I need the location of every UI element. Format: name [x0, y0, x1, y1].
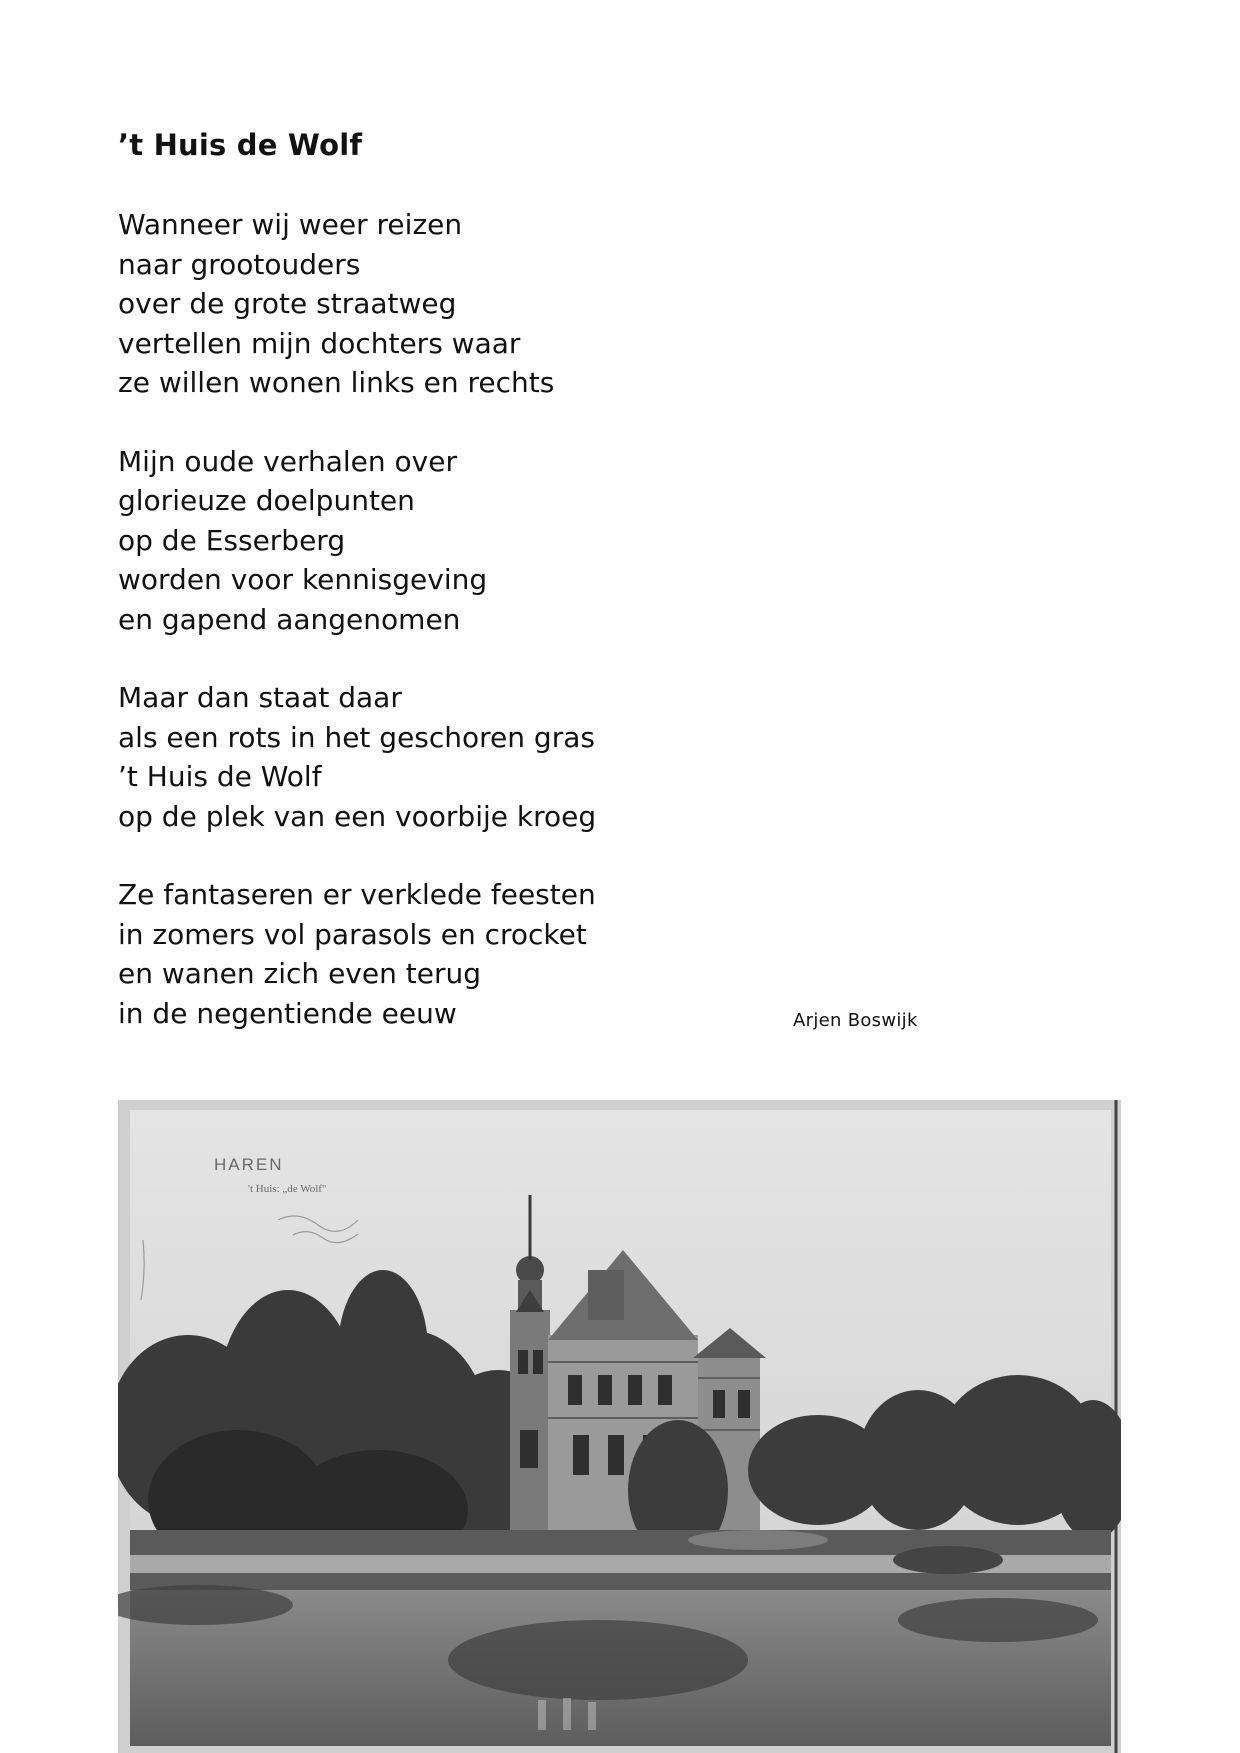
poem-line: in de negentiende eeuw: [118, 996, 457, 1030]
poem-line: over de grote straatweg: [118, 287, 457, 320]
poem-line: naar grootouders: [118, 247, 361, 281]
poem-line: op de plek van een voorbije kroeg: [118, 799, 597, 833]
postcard-caption-subject: 't Huis: „de Wolf": [248, 1183, 327, 1195]
poem-line: Maar dan staat daar: [118, 681, 402, 714]
poem-body: [118, 205, 818, 1072]
poem-line: worden voor kennisgeving: [118, 563, 488, 596]
poem-author: Arjen Boswijk: [793, 1010, 918, 1031]
poem-line: Wanneer wij weer reizen: [118, 208, 463, 241]
poem-line: glorieuze doelpunten: [118, 484, 415, 517]
poem-line: vertellen mijn dochters waar: [118, 326, 521, 360]
poem-line: op de Esserberg: [118, 523, 346, 557]
stanza: [118, 442, 818, 640]
stanza: [118, 875, 818, 1033]
poem-line: in zomers vol parasols en crocket: [118, 917, 587, 951]
stanza: [118, 205, 818, 403]
poem-line: en gapend aangenomen: [118, 602, 461, 636]
postcard-photo: [118, 1100, 1121, 1753]
poem-line: als een rots in het geschoren gras: [118, 720, 595, 754]
poem-title: ’t Huis de Wolf: [118, 128, 363, 162]
stanza: [118, 678, 818, 836]
postcard-caption-place: HAREN: [214, 1155, 284, 1174]
poem-line: ’t Huis de Wolf: [118, 760, 322, 793]
poem-line: Ze fantaseren er verklede feesten: [118, 878, 596, 911]
poem-line: ze willen wonen links en rechts: [118, 366, 555, 399]
poem-line: en wanen zich even terug: [118, 957, 481, 990]
poem-line: Mijn oude verhalen over: [118, 444, 457, 478]
